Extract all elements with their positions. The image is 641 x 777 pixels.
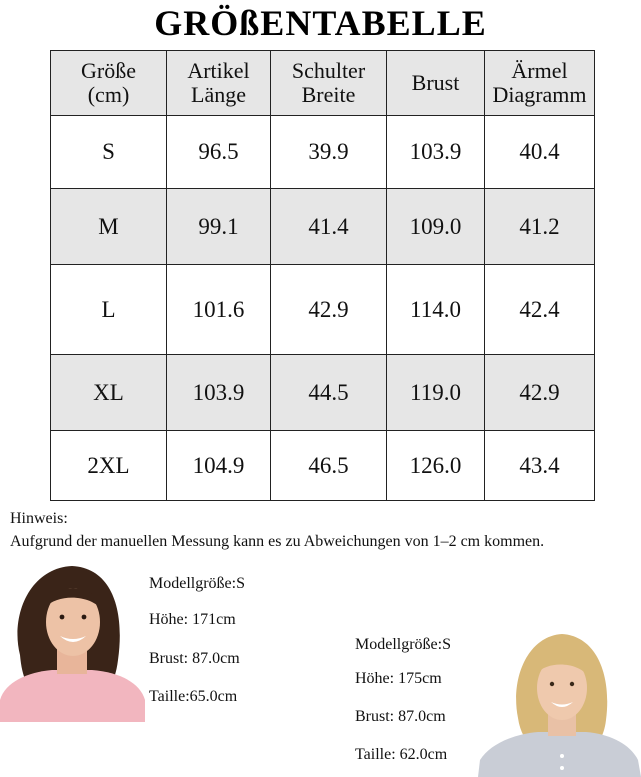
table-header-row: [51, 51, 595, 116]
table-cell: 103.9: [167, 355, 271, 431]
table-row: [51, 265, 595, 355]
table-row: [51, 189, 595, 265]
size-table: [50, 50, 595, 501]
table-cell: 44.5: [271, 355, 387, 431]
header-cell-length: Artikel Länge: [167, 51, 271, 116]
table-cell: L: [51, 265, 167, 355]
table-cell: 103.9: [387, 116, 485, 189]
model1-height: Höhe: 171cm: [149, 611, 236, 628]
table-cell: 42.9: [485, 355, 595, 431]
header-cell-bust: Brust: [387, 51, 485, 116]
table-cell: 40.4: [485, 116, 595, 189]
table-cell: 104.9: [167, 431, 271, 501]
table-row: [51, 116, 595, 189]
model2-waist: Taille: 62.0cm: [355, 746, 448, 763]
table-cell: 96.5: [167, 116, 271, 189]
table-cell: 114.0: [387, 265, 485, 355]
table-cell: 2XL: [51, 431, 167, 501]
table-cell: 99.1: [167, 189, 271, 265]
table-row: [51, 431, 595, 501]
model1-bust: Brust: 87.0cm: [149, 650, 240, 667]
model2-height: Höhe: 175cm: [355, 670, 442, 687]
table-row: [51, 355, 595, 431]
table-cell: 101.6: [167, 265, 271, 355]
header-cell-shoulder: Schulter Breite: [271, 51, 387, 116]
model2-size: Modellgröße:S: [355, 636, 451, 653]
table-cell: 46.5: [271, 431, 387, 501]
table-cell: M: [51, 189, 167, 265]
table-cell: 43.4: [485, 431, 595, 501]
model2-bust: Brust: 87.0cm: [355, 708, 446, 725]
table-cell: 39.9: [271, 116, 387, 189]
table-cell: 42.4: [485, 265, 595, 355]
note-label: Hinweis:: [10, 510, 68, 527]
table-cell: XL: [51, 355, 167, 431]
note-text: Aufgrund der manuellen Messung kann es zu Abweichungen von 1–2 cm kommen.: [10, 533, 545, 550]
table-cell: 119.0: [387, 355, 485, 431]
model1-waist: Taille:65.0cm: [149, 688, 238, 705]
header-cell-size: Größe (cm): [51, 51, 167, 116]
header-cell-sleeve: Ärmel Diagramm: [485, 51, 595, 116]
table-cell: 126.0: [387, 431, 485, 501]
model-photo-1: [0, 560, 145, 722]
table-cell: S: [51, 116, 167, 189]
table-cell: 41.2: [485, 189, 595, 265]
model-photo-2: [478, 628, 641, 777]
table-cell: 42.9: [271, 265, 387, 355]
page-title: GRÖßENTABELLE: [154, 3, 487, 43]
table-cell: 109.0: [387, 189, 485, 265]
table-cell: 41.4: [271, 189, 387, 265]
model1-size: Modellgröße:S: [149, 575, 245, 592]
